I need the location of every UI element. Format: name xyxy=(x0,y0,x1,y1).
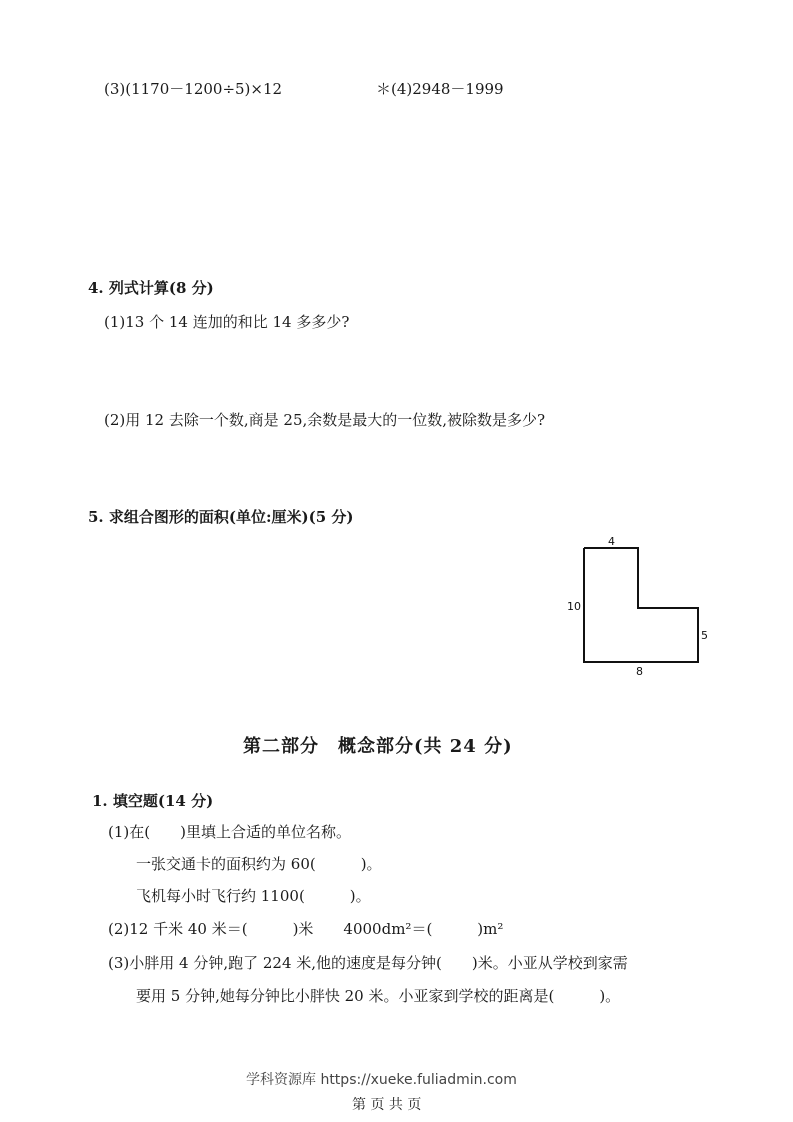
fill-blank-line-1: (1)在( )里填上合适的单位名称。 xyxy=(108,823,351,841)
calc-item-4: ＊(4)2948－1999 xyxy=(376,80,504,98)
l-shape-outline xyxy=(584,548,698,662)
section-4-question-1: (1)13 个 14 连加的和比 14 多多少? xyxy=(104,313,350,331)
fill-blank-line-5: (3)小胖用 4 分钟,跑了 224 米,他的速度是每分钟( )米。小亚从学校到家需 xyxy=(108,954,628,972)
fill-blank-line-6: 要用 5 分钟,她每分钟比小胖快 20 米。小亚家到学校的距离是( )。 xyxy=(136,987,621,1005)
figure-label-bottom: 8 xyxy=(636,665,643,678)
footer-source: 学科资源库 https://xueke.fuliadmin.com xyxy=(246,1072,517,1088)
fill-blank-line-3: 飞机每小时飞行约 1100( )。 xyxy=(136,887,371,905)
figure-label-left: 10 xyxy=(567,600,581,613)
figure-label-right: 5 xyxy=(701,629,708,642)
figure-label-top: 4 xyxy=(608,535,615,548)
fill-blank-line-4: (2)12 千米 40 米＝( )米 4000dm²＝( )m² xyxy=(108,920,504,938)
fill-blank-line-2: 一张交通卡的面积约为 60( )。 xyxy=(136,855,382,873)
section-4-question-2: (2)用 12 去除一个数,商是 25,余数是最大的一位数,被除数是多少? xyxy=(104,411,546,429)
l-shape-figure xyxy=(560,530,720,690)
section-4-heading: 4. 列式计算(8 分) xyxy=(88,279,214,297)
section-5-heading: 5. 求组合图形的面积(单位:厘米)(5 分) xyxy=(88,508,354,526)
fill-blank-heading: 1. 填空题(14 分) xyxy=(92,792,214,810)
calc-item-3: (3)(1170－1200÷5)×12 xyxy=(104,80,283,98)
page-number: 第 页 共 页 xyxy=(352,1097,422,1113)
part-2-title: 第二部分 概念部分(共 24 分) xyxy=(243,736,513,757)
